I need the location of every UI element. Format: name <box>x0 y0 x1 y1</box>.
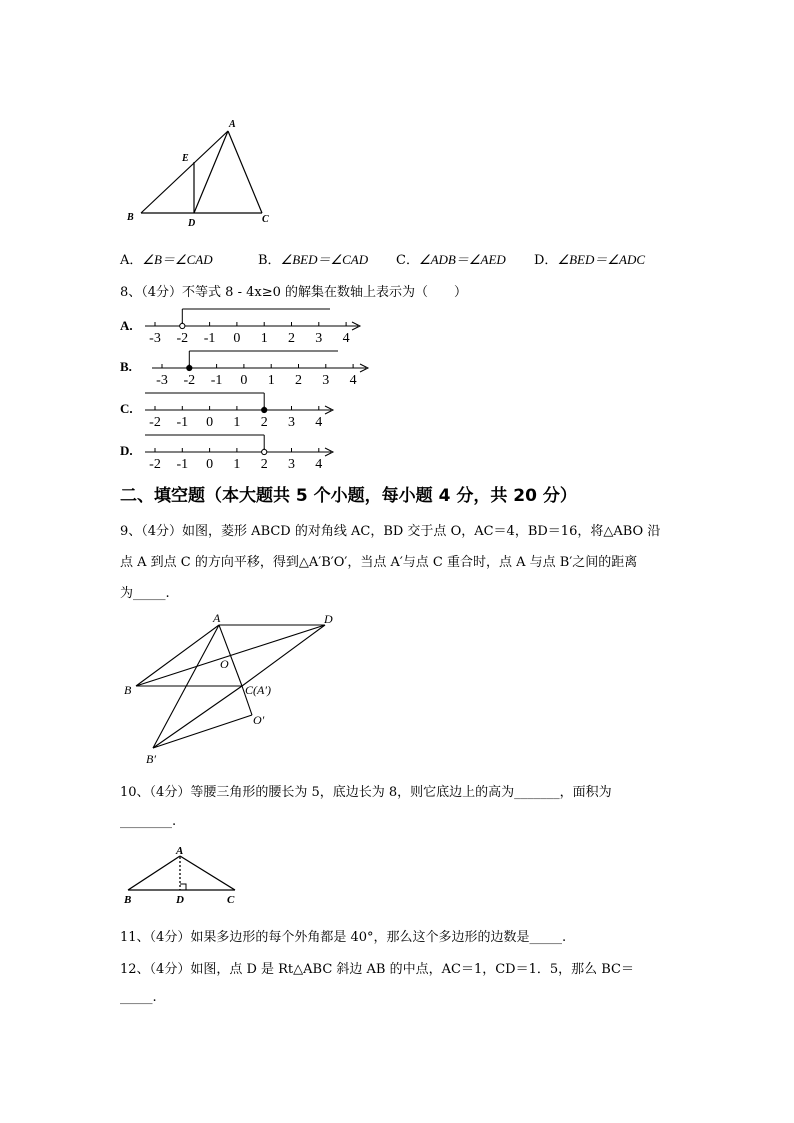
q8-c-tick-label: -1 <box>176 415 189 430</box>
q11-line-1: 11、（4分）如果多边形的每个外角都是 40°，那么这个多边形的边数是_____. <box>120 930 567 945</box>
q8-b-tick-label: -1 <box>210 373 223 388</box>
q8-b-tick-label: 0 <box>240 373 248 388</box>
q8-d-tick-label: 0 <box>206 457 214 472</box>
section-heading: 二、填空题（本大题共 5 个小题，每小题 4 分，共 20 分） <box>120 486 577 506</box>
q8-a-tick-label: 3 <box>315 331 323 346</box>
q8-d-tick-label: -2 <box>149 457 161 472</box>
q7-label-c: C <box>262 214 269 225</box>
q8-stem: 8、（4分）不等式 8 - 4x≥0 的解集在数轴上表示为（ ） <box>120 285 468 300</box>
q9-line-2: 点 A 到点 C 的方向平移，得到△A′B′O′，当点 A′与点 C 重合时，点 A 与点 B′之间的距离 <box>120 555 638 570</box>
q8-d-tick-label: 3 <box>288 457 295 472</box>
q8-a-tick-label: 2 <box>288 331 295 346</box>
q10-label-a: A <box>176 845 184 857</box>
q10-line-2: ________. <box>120 814 177 829</box>
q8-a-tick-label: -1 <box>203 331 216 346</box>
q8-b-tick-label: 4 <box>349 373 357 388</box>
q8-c-tick-label: 2 <box>260 415 268 430</box>
q8-c-tick-label: 1 <box>233 415 241 430</box>
q8-c-tick-label: 4 <box>315 415 323 430</box>
q8-c-tick-label: 3 <box>288 415 295 430</box>
q8-d-tick-label: 2 <box>260 457 268 472</box>
q9-label-b: B <box>124 683 132 697</box>
q8-b-tick-label: 1 <box>267 373 275 388</box>
q7-label-b: B <box>127 212 134 223</box>
q8-option-a-letter: A. <box>120 318 133 333</box>
q9-line-1: 9、（4分）如图，菱形 ABCD 的对角线 AC，BD 交于点 O，AC＝4，BD＝16，将△ABO 沿 <box>120 524 661 539</box>
q7-label-e: E <box>182 153 189 164</box>
q8-c-tick-label: 0 <box>206 415 214 430</box>
q8-a-tick-label: 0 <box>233 331 241 346</box>
q9-label-b-prime: B′ <box>146 752 156 766</box>
q8-b-tick-label: 3 <box>322 373 330 388</box>
q7-option-d-text: ∠BED＝∠ADC <box>557 252 646 267</box>
q8-a-tick-label: 4 <box>342 331 350 346</box>
q12-line-2: _____. <box>120 990 157 1005</box>
q9-label-c-a-prime: C(A′) <box>245 683 271 697</box>
q7-option-a-text: ∠B＝∠CAD <box>142 252 213 267</box>
q10-label-c: C <box>227 894 235 906</box>
q7-option-c-letter: C． <box>396 253 419 268</box>
q7-option-d-letter: D． <box>534 253 558 268</box>
q8-d-tick-label: 4 <box>315 457 323 472</box>
q8-d-tick-label: 1 <box>233 457 241 472</box>
q8-b-tick-label: -3 <box>156 373 168 388</box>
q8-a-tick-label: 1 <box>260 331 268 346</box>
q8-option-b-letter: B. <box>120 359 132 374</box>
q7-option-a-letter: A． <box>120 253 143 268</box>
q7-label-d: D <box>188 218 196 229</box>
q7-option-b-letter: B． <box>258 253 281 268</box>
q8-b-tick-label: -2 <box>183 373 196 388</box>
q8-d-tick-label: -1 <box>176 457 189 472</box>
q8-b-tick-label: 2 <box>295 373 302 388</box>
q7-option-b-text: ∠BED＝∠CAD <box>280 252 369 267</box>
q7-option-c-text: ∠ADB＝∠AED <box>418 252 506 267</box>
q8-option-d-letter: D. <box>120 443 133 458</box>
q9-label-o-prime: O′ <box>253 713 265 727</box>
q8-option-c-letter: C. <box>120 401 133 416</box>
q9-line-3: 为_____. <box>120 586 170 601</box>
q12-line-1: 12、（4分）如图，点 D 是 Rt△ABC 斜边 AB 的中点，AC＝1，CD＝1．5，那么 BC＝ <box>120 962 635 977</box>
q7-label-a: A <box>229 119 236 130</box>
q10-label-b: B <box>124 894 132 906</box>
q8-c-tick-label: -2 <box>149 415 161 430</box>
q8-a-tick-label: -2 <box>176 331 189 346</box>
q9-label-o: O <box>220 657 229 671</box>
q9-label-a: A <box>213 611 221 625</box>
q9-label-d: D <box>324 612 333 626</box>
q8-a-tick-label: -3 <box>149 331 161 346</box>
q10-line-1: 10、（4分）等腰三角形的腰长为 5，底边长为 8，则它底边上的高为_______，面积为 <box>120 785 612 800</box>
q10-label-d: D <box>176 894 184 906</box>
